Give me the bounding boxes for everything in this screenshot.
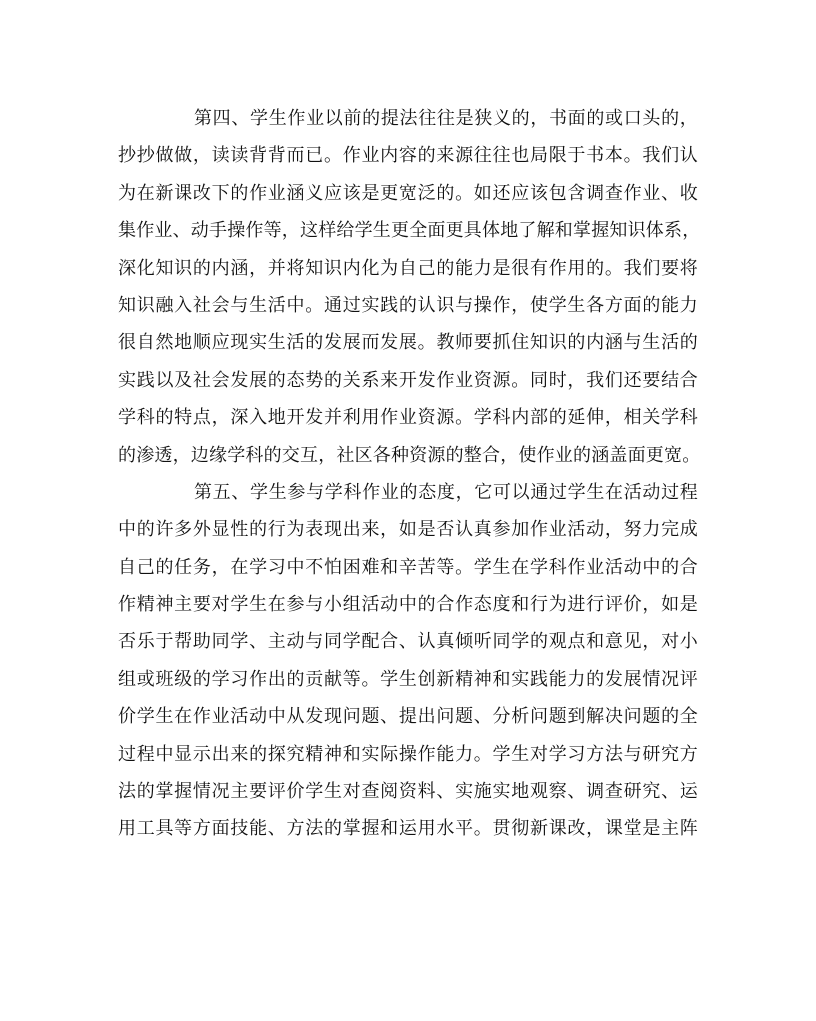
document-body: [118, 100, 701, 848]
text-line: 作精神主要对学生在参与小组活动中的合作态度和行为进行评价，如是: [118, 594, 698, 616]
text-line: 集作业、动手操作等，这样给学生更全面更具体地了解和掌握知识体系，: [118, 220, 701, 242]
text-line: 组或班级的学习作出的贡献等。学生创新精神和实践能力的发展情况评: [118, 668, 698, 690]
text-line: 知识融入社会与生活中。通过实践的认识与操作，使学生各方面的能力: [118, 294, 698, 316]
text-line: 过程中显示出来的探究精神和实际操作能力。学生对学习方法与研究方: [118, 743, 698, 765]
text-line: 第四、学生作业以前的提法往往是狭义的，书面的或口头的，: [194, 108, 698, 129]
paragraph-fourth: [118, 100, 701, 474]
text-line: 法的掌握情况主要评价学生对查阅资料、实施实地观察、调查研究、运: [118, 781, 698, 803]
text-line: 学科的特点，深入地开发并利用作业资源。学科内部的延伸，相关学科: [118, 407, 698, 429]
text-line: 第五、学生参与学科作业的态度，它可以通过学生在活动过程: [194, 481, 698, 503]
text-line: 价学生在作业活动中从发现问题、提出问题、分析问题到解决问题的全: [118, 706, 698, 728]
text-line: 深化知识的内涵，并将知识内化为自己的能力是很有作用的。我们要将: [118, 257, 698, 279]
text-line: 抄抄做做，读读背背而已。作业内容的来源往往也局限于书本。我们认: [118, 145, 698, 167]
text-line: 用工具等方面技能、方法的掌握和运用水平。贯彻新课改，课堂是主阵: [118, 818, 698, 840]
text-line: 很自然地顺应现实生活的发展而发展。教师要抓住知识的内涵与生活的: [118, 332, 698, 354]
text-line: 中的许多外显性的行为表现出来，如是否认真参加作业活动，努力完成: [118, 519, 698, 541]
text-line: 的渗透，边缘学科的交互，社区各种资源的整合，使作业的涵盖面更宽。: [118, 444, 701, 466]
text-line: 自己的任务，在学习中不怕困难和辛苦等。学生在学科作业活动中的合: [118, 556, 698, 578]
text-line: 为在新课改下的作业涵义应该是更宽泛的。如还应该包含调查作业、收: [118, 182, 698, 204]
paragraph-fifth: [118, 474, 698, 848]
text-line: 否乐于帮助同学、主动与同学配合、认真倾听同学的观点和意见，对小: [118, 631, 698, 653]
text-line: 实践以及社会发展的态势的关系来开发作业资源。同时，我们还要结合: [118, 369, 698, 391]
